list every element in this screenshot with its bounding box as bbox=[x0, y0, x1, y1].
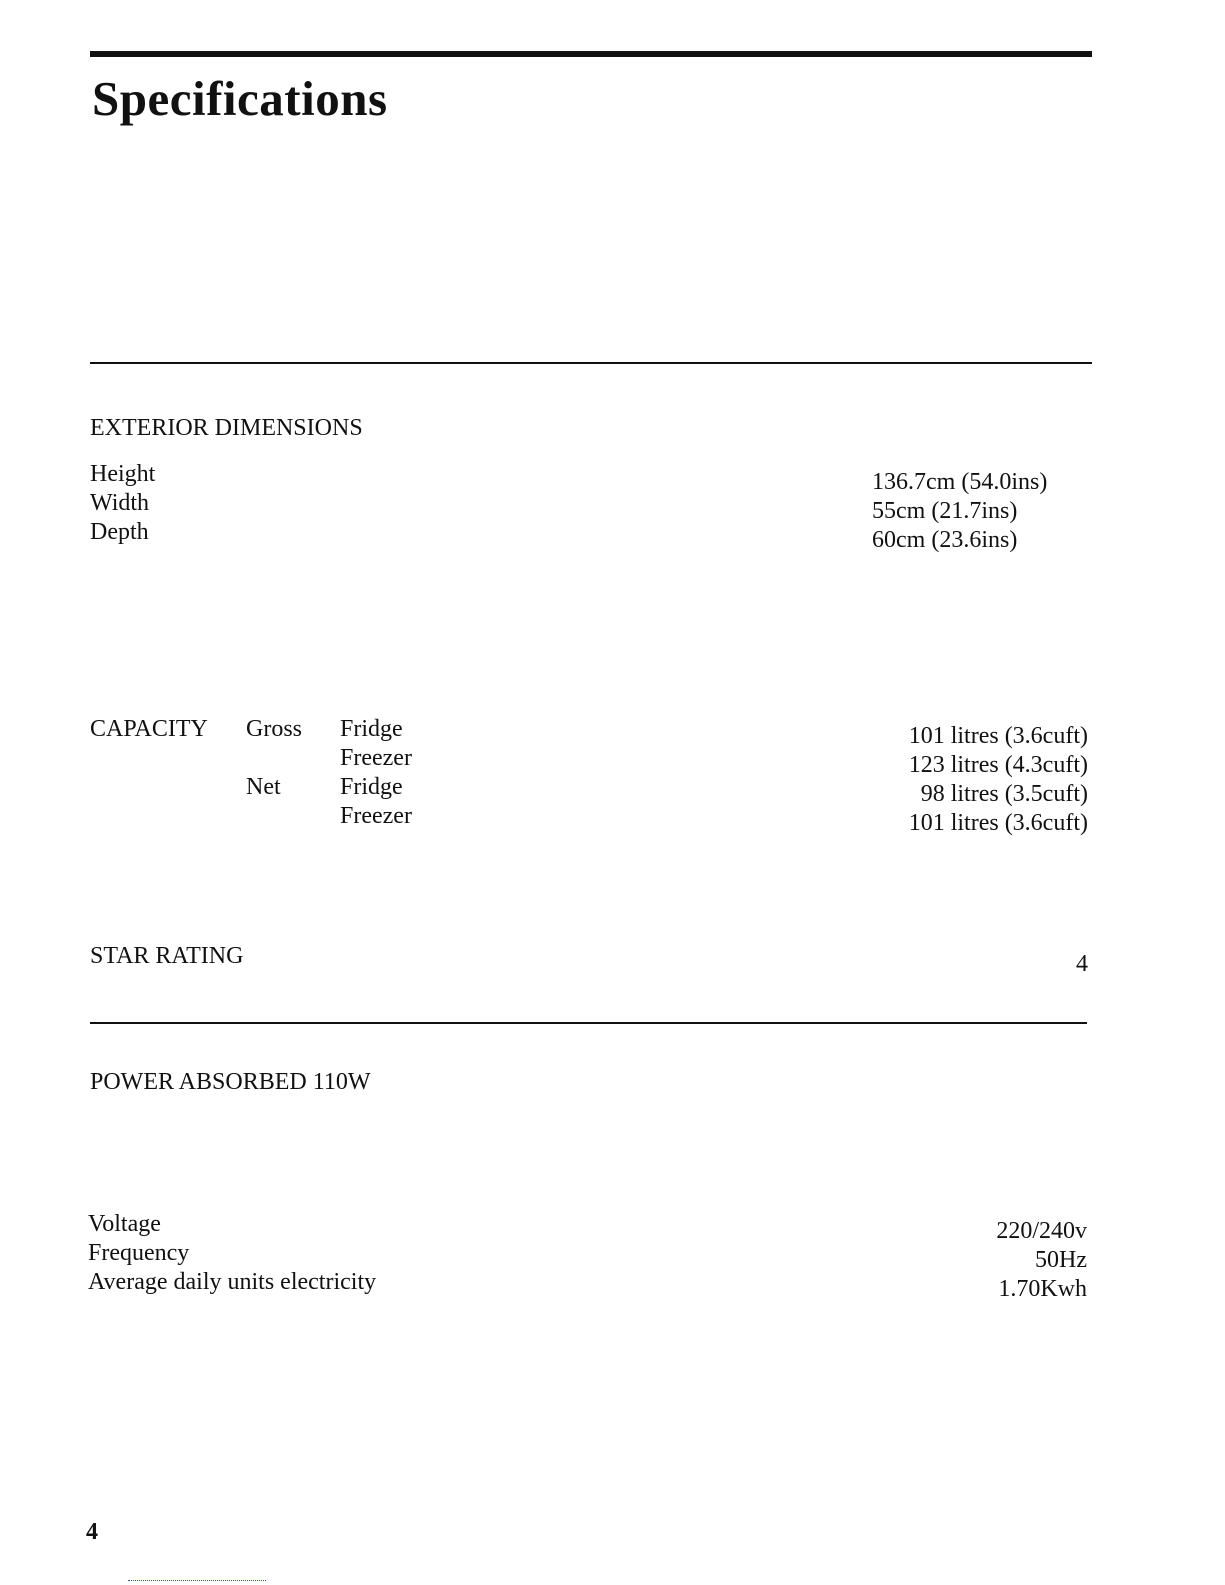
average-daily-units-label: Average daily units electricity bbox=[88, 1269, 377, 1295]
net-freezer-label: Freezer bbox=[340, 803, 412, 829]
depth-label: Depth bbox=[90, 519, 149, 545]
height-value: 136.7cm (54.0ins) bbox=[872, 469, 1048, 495]
page-footer-mark bbox=[128, 1580, 266, 1582]
exterior-values bbox=[872, 468, 1047, 555]
gross-fridge-label: Fridge bbox=[340, 716, 403, 742]
section-divider bbox=[90, 1022, 1087, 1024]
capacity-heading: CAPACITY bbox=[90, 716, 208, 742]
net-label: Net bbox=[246, 774, 281, 800]
width-value: 55cm (21.7ins) bbox=[872, 498, 1018, 524]
average-daily-units-value: 1.70Kwh bbox=[998, 1276, 1087, 1302]
gross-freezer-value: 123 litres (4.3cuft) bbox=[908, 752, 1088, 778]
top-rule bbox=[90, 51, 1092, 57]
frequency-value: 50Hz bbox=[1035, 1247, 1087, 1273]
height-label: Height bbox=[90, 461, 156, 487]
depth-value: 60cm (23.6ins) bbox=[872, 527, 1018, 553]
page-title: Specifications bbox=[92, 71, 388, 126]
voltage-value: 220/240v bbox=[996, 1218, 1087, 1244]
page-number: 4 bbox=[86, 1519, 98, 1545]
exterior-dimensions-heading: EXTERIOR DIMENSIONS bbox=[90, 415, 363, 441]
section-divider bbox=[90, 362, 1092, 364]
width-label: Width bbox=[90, 490, 150, 516]
power-labels bbox=[88, 1210, 376, 1297]
gross-label: Gross bbox=[246, 716, 303, 742]
voltage-label: Voltage bbox=[88, 1211, 161, 1237]
net-freezer-value: 101 litres (3.6cuft) bbox=[908, 810, 1088, 836]
power-values bbox=[900, 1217, 1087, 1304]
power-absorbed-heading: POWER ABSORBED 110W bbox=[90, 1069, 371, 1095]
net-fridge-label: Fridge bbox=[340, 774, 403, 800]
star-rating-value: 4 bbox=[1076, 951, 1088, 977]
star-rating-label: STAR RATING bbox=[90, 943, 244, 969]
net-fridge-value: 98 litres (3.5cuft) bbox=[920, 781, 1088, 807]
capacity-compartments bbox=[340, 715, 412, 831]
exterior-labels bbox=[90, 460, 155, 547]
gross-fridge-value: 101 litres (3.6cuft) bbox=[908, 723, 1088, 749]
gross-freezer-label: Freezer bbox=[340, 745, 412, 771]
frequency-label: Frequency bbox=[88, 1240, 190, 1266]
capacity-values bbox=[860, 722, 1088, 838]
